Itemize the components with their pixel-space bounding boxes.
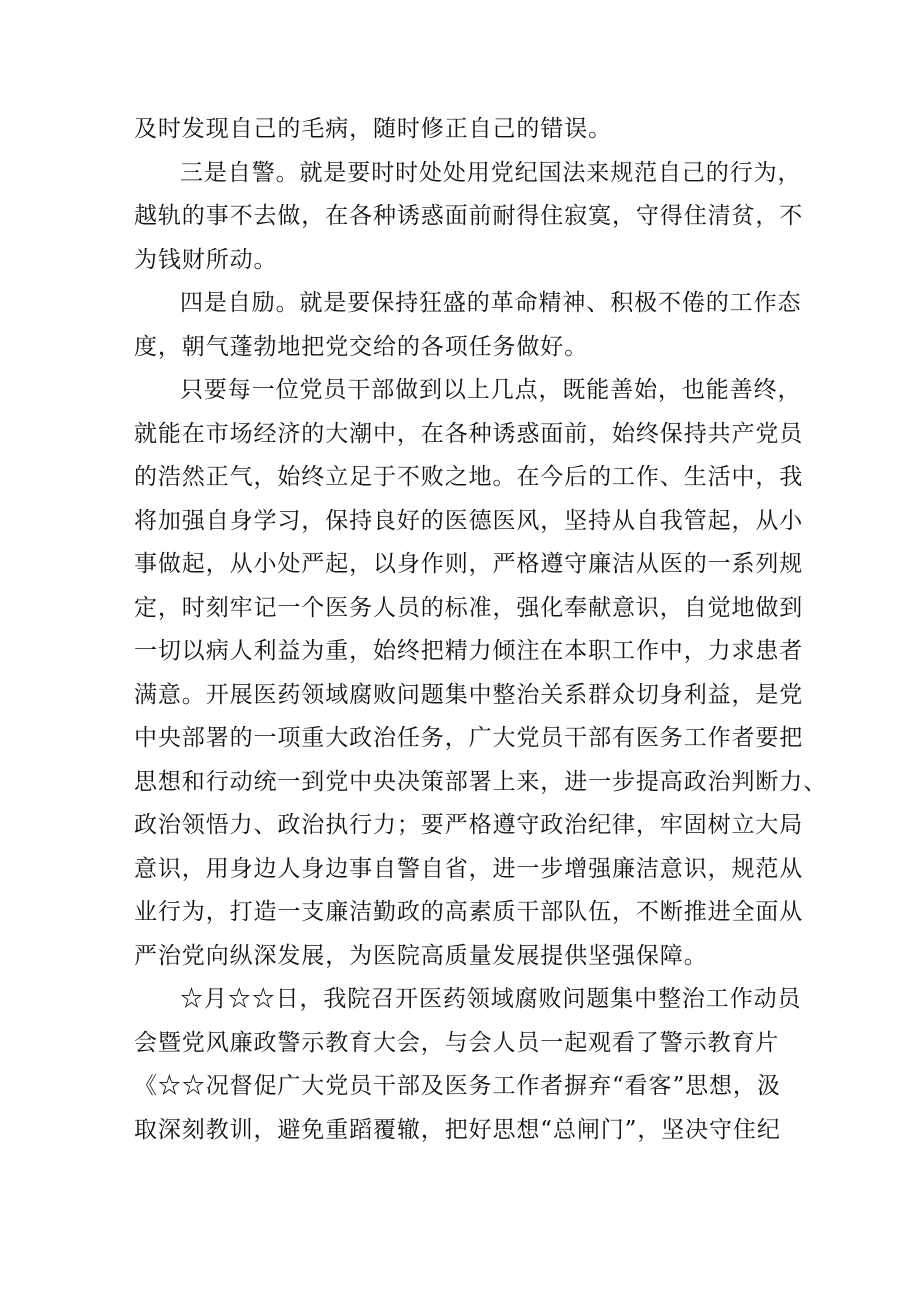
text-line: 满意。开展医药领域腐败问题集中整治关系群众切身利益，是党 xyxy=(134,681,804,708)
text-line: 《☆☆况督促广大党员干部及医务工作者摒弃“看客”思想，汲 xyxy=(134,1073,781,1099)
text-line: 度，朝气蓬勃地把党交给的各项任务做好。 xyxy=(134,333,589,360)
text-line: 的浩然正气，始终立足于不败之地。在今后的工作、生活中，我 xyxy=(134,464,804,490)
text-line: 取深刻教训，避免重蹈覆辙，把好思想“总闸门”，坚决守住纪 xyxy=(134,1116,781,1143)
text-line: 只要每一位党员干部做到以上几点，既能善始，也能善终， xyxy=(180,377,802,403)
text-line: 政治领悟力、政治执行力；要严格遵守政治纪律，牢固树立大局 xyxy=(134,812,804,838)
text-line: 会暨党风廉政警示教育大会，与会人员一起观看了警示教育片 xyxy=(134,1029,780,1056)
text-line: 事做起，从小处严起，以身作则，严格遵守廉洁从医的一系列规 xyxy=(134,551,804,577)
text-line: 就能在市场经济的大潮中，在各种诱惑面前，始终保持共产党员 xyxy=(134,420,804,447)
document-body xyxy=(134,108,828,1152)
text-line: ☆月☆☆日，我院召开医药领域腐败问题集中整治工作动员 xyxy=(180,986,802,1012)
text-line: 为钱财所动。 xyxy=(134,246,278,273)
text-line: 思想和行动统一到党中央决策部署上来，进一步提高政治判断力、 xyxy=(134,768,828,795)
text-line: 三是自警。就是要时时处处用党纪国法来规范自己的行为， xyxy=(180,159,802,186)
text-line: 业行为，打造一支廉洁勤政的高素质干部队伍，不断推进全面从 xyxy=(134,899,804,925)
text-line: 意识，用身边人身边事自警自省，进一步增强廉洁意识，规范从 xyxy=(134,855,804,882)
text-line: 及时发现自己的毛病，随时修正自己的错误。 xyxy=(134,116,612,142)
text-line: 一切以病人利益为重，始终把精力倾注在本职工作中，力求患者 xyxy=(134,638,804,664)
text-line: 中央部署的一项重大政治任务，广大党员干部有医务工作者要把 xyxy=(134,725,804,751)
text-line: 将加强自身学习，保持良好的医德医风，坚持从自我管起，从小 xyxy=(134,507,804,534)
text-line: 严治党向纵深发展，为医院高质量发展提供坚强保障。 xyxy=(134,942,708,969)
text-line: 越轨的事不去做，在各种诱惑面前耐得住寂寞，守得住清贫，不 xyxy=(134,203,804,229)
text-line: 定，时刻牢记一个医务人员的标准，强化奉献意识，自觉地做到 xyxy=(134,594,804,621)
text-line: 四是自励。就是要保持狂盛的革命精神、积极不倦的工作态 xyxy=(180,290,802,316)
